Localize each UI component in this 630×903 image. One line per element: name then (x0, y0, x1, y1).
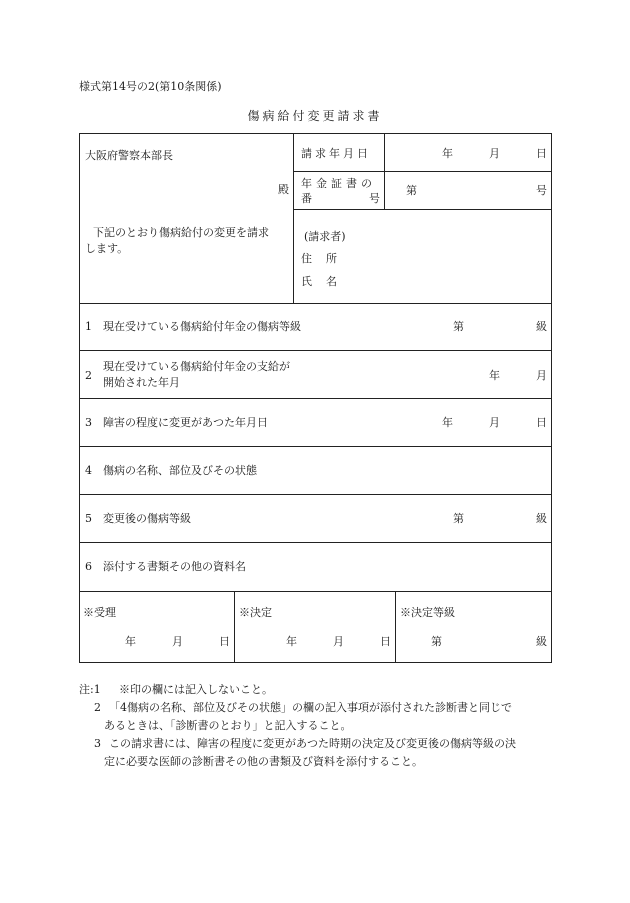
request-date-month: 月 (489, 147, 500, 160)
decided-grade-dai: 第 (431, 635, 442, 648)
item-2-label-line1: 現在受けている傷病給付年金の支給が (103, 360, 290, 373)
item-6-number: 6 (85, 560, 92, 573)
request-date-label: 請求年月日 (301, 147, 371, 160)
note-3-line-2: 定に必要な医師の診断書その他の書類及び資料を添付すること。 (104, 755, 423, 768)
item-3-number: 3 (85, 416, 92, 429)
item-6-label: 添付する書類その他の資料名 (103, 560, 246, 573)
received-month: 月 (172, 635, 183, 648)
claimant-label: (請求者) (304, 230, 346, 243)
decision-month: 月 (333, 635, 344, 648)
item-2-year: 年 (489, 369, 500, 382)
received-year: 年 (125, 635, 136, 648)
item-1-kyu: 級 (536, 320, 547, 333)
note-3-number: 3 (94, 737, 101, 750)
request-date-day: 日 (536, 147, 547, 160)
decided-grade-label: ※決定等級 (400, 606, 455, 619)
item-3-day: 日 (536, 416, 547, 429)
item-1-number: 1 (85, 320, 92, 333)
addressee: 大阪府警察本部長 (85, 149, 173, 162)
honorific: 殿 (278, 183, 289, 196)
item-3-year: 年 (442, 416, 453, 429)
request-text-line1: 下記のとおり傷病給付の変更を請求 (93, 226, 269, 239)
request-text-line2: します。 (85, 242, 129, 255)
form-number: 様式第14号の2(第10条関係) (79, 80, 222, 93)
item-3-month: 月 (489, 416, 500, 429)
item-4-number: 4 (85, 464, 92, 477)
request-date-year: 年 (442, 147, 453, 160)
note-1: ※印の欄には記入しないこと。 (119, 683, 273, 696)
note-2-number: 2 (94, 701, 101, 714)
pension-number-dai: 第 (406, 184, 417, 197)
decided-grade-kyu: 級 (536, 635, 547, 648)
claimant-name-b: 名 (326, 275, 337, 288)
decision-day: 日 (380, 635, 391, 648)
request-form-table (79, 133, 552, 663)
pension-number-label-2b: 号 (369, 192, 380, 205)
note-3-line-1: この請求書には、障害の程度に変更があつた時期の決定及び変更後の傷病等級の決 (109, 737, 516, 750)
claimant-address-a: 住 (301, 252, 312, 265)
claimant-name-a: 氏 (301, 275, 312, 288)
note-2-line-2: あるときは、「診断書のとおり」と記入すること。 (104, 719, 352, 732)
item-5-kyu: 級 (536, 512, 547, 525)
table-grid (79, 133, 552, 663)
decision-label: ※決定 (239, 606, 272, 619)
item-4-label: 傷病の名称、部位及びその状態 (103, 464, 257, 477)
received-label: ※受理 (83, 606, 116, 619)
item-5-dai: 第 (453, 512, 464, 525)
item-2-month: 月 (536, 369, 547, 382)
notes-prefix: 注:1 (79, 683, 101, 696)
decision-year: 年 (286, 635, 297, 648)
note-2-line-1: 「4傷病の名称、部位及びその状態」の欄の記入事項が添付された診断書と同じで (109, 701, 512, 714)
claimant-address-b: 所 (326, 252, 337, 265)
item-2-label-line2: 開始された年月 (103, 376, 180, 389)
pension-number-go: 号 (536, 184, 547, 197)
item-1-dai: 第 (453, 320, 464, 333)
item-5-number: 5 (85, 512, 92, 525)
item-2-number: 2 (85, 369, 92, 382)
received-day: 日 (219, 635, 230, 648)
pension-number-label-1: 年金証書の (301, 177, 376, 190)
pension-number-label-2a: 番 (301, 192, 312, 205)
item-1-label: 現在受けている傷病給付年金の傷病等級 (103, 320, 301, 333)
item-3-label: 障害の程度に変更があつた年月日 (103, 416, 268, 429)
item-5-label: 変更後の傷病等級 (103, 512, 191, 525)
page-title: 傷病給付変更請求書 (247, 109, 383, 123)
